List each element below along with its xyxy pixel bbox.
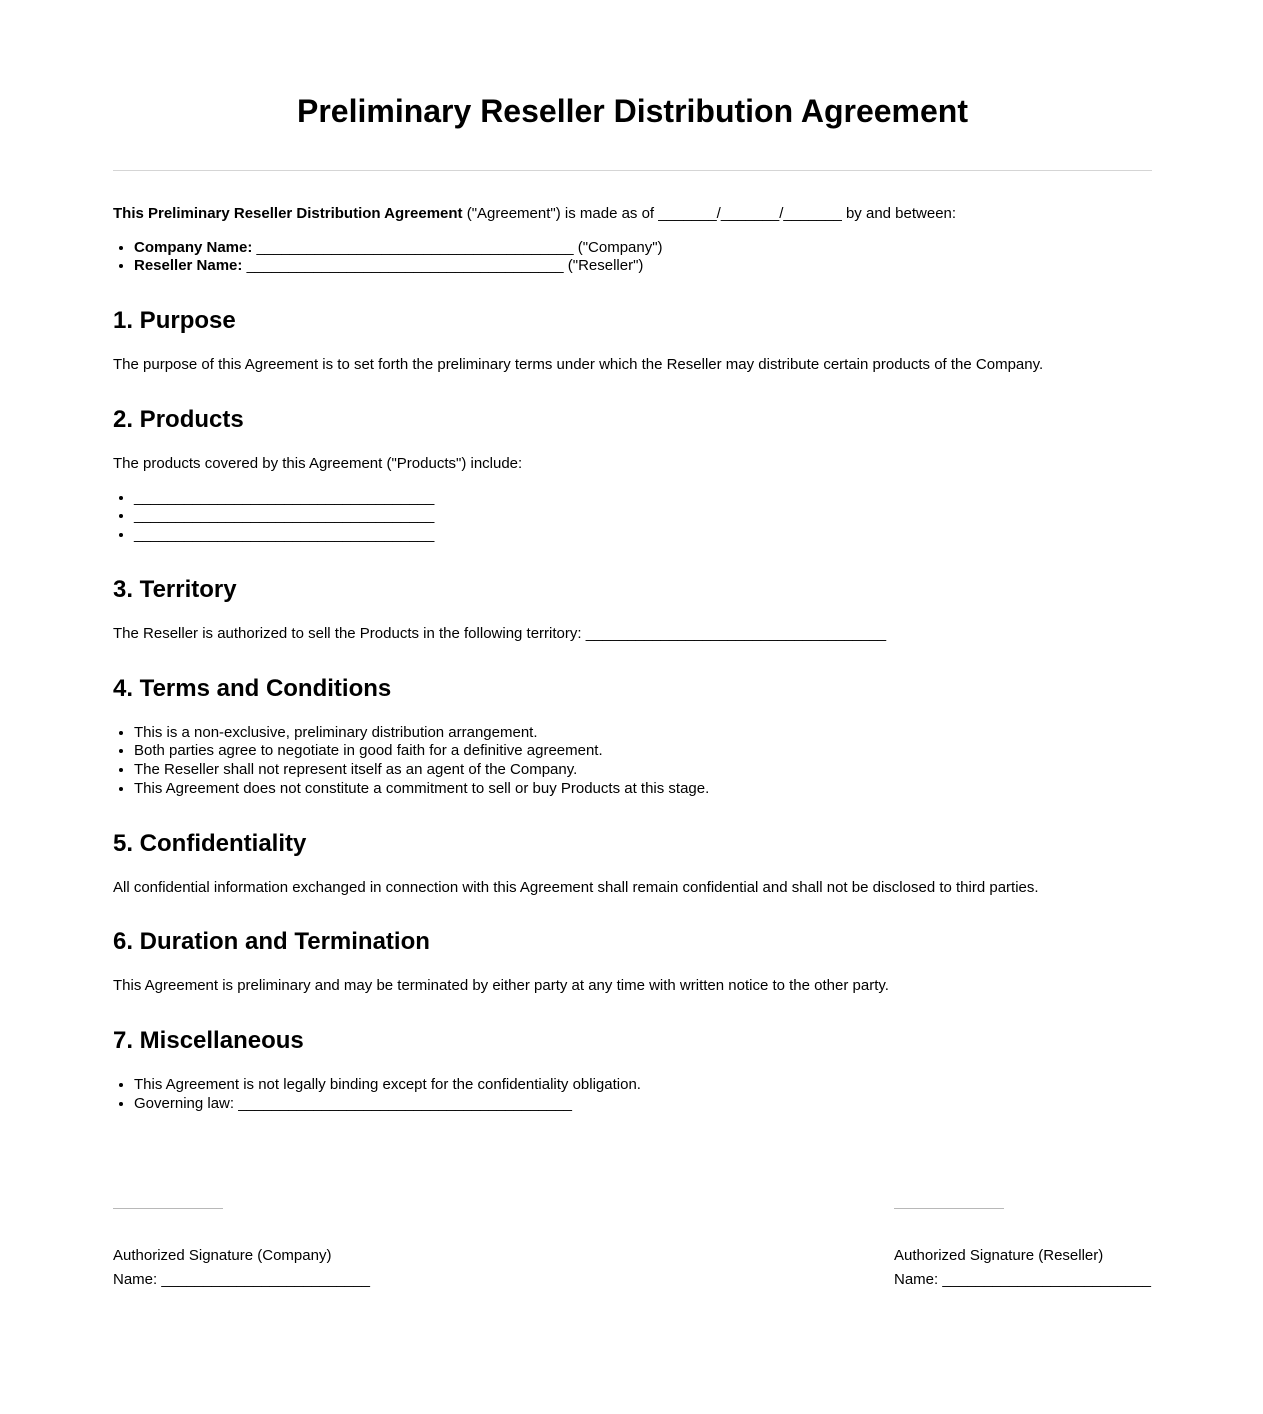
confidentiality-paragraph: All confidential information exchanged in connection with this Agreement shall remain confidential and shall not be disclosed to third parties.	[113, 878, 1039, 896]
territory-text: The Reseller is authorized to sell the Products in the following territory:	[113, 624, 582, 642]
signature-block-reseller	[894, 1208, 1152, 1297]
company-name-label: Name:	[113, 1271, 158, 1289]
party-label: Company Name:	[134, 238, 253, 256]
section-heading-purpose: 1. Purpose	[113, 307, 236, 335]
terms-item: • This Agreement does not constitute a commitment to sell or buy Products at this stage.	[134, 780, 1152, 799]
governing-law-item	[134, 1095, 1152, 1114]
section-heading-terms: 4. Terms and Conditions	[113, 674, 392, 702]
terms-item: • Both parties agree to negotiate in good faith for a definitive agreement.	[134, 742, 1152, 761]
party-item-reseller	[134, 257, 1152, 276]
terms-list	[113, 724, 1152, 799]
company-name-row	[113, 1271, 371, 1290]
party-alias: ("Reseller")	[567, 257, 644, 275]
duration-paragraph: This Agreement is preliminary and may be terminated by either party at any time with written notice to the other party.	[113, 977, 889, 995]
section-heading-products: 2. Products	[113, 405, 244, 433]
party-label: Reseller Name:	[134, 257, 243, 275]
governing-law-blank-line: ________________________________________	[234, 1094, 572, 1112]
product-blank-item	[134, 526, 1152, 545]
product-blank-line: ____________________________________	[134, 488, 435, 506]
governing-law-label: Governing law:	[134, 1094, 235, 1112]
intro-paragraph	[113, 205, 1152, 224]
reseller-signature-line	[894, 1208, 1004, 1209]
party-alias: ("Company")	[577, 238, 663, 256]
company-signature-label: Authorized Signature (Company)	[113, 1246, 332, 1264]
reseller-name-row	[894, 1271, 1152, 1290]
terms-item: • This is a non-exclusive, preliminary distribution arrangement.	[134, 724, 1152, 743]
section-heading-miscellaneous: 7. Miscellaneous	[113, 1027, 304, 1055]
title-divider	[113, 170, 1152, 171]
company-name-blank-line: _________________________	[157, 1271, 370, 1289]
miscellaneous-list	[113, 1076, 1152, 1114]
product-blank-item	[134, 507, 1152, 526]
section-heading-confidentiality: 5. Confidentiality	[113, 829, 307, 857]
party-blank-line: ______________________________________	[242, 257, 568, 275]
intro-lead-bold: This Preliminary Reseller Distribution Agreement	[113, 204, 463, 222]
parties-list	[113, 239, 1152, 277]
section-heading-duration: 6. Duration and Termination	[113, 928, 430, 956]
territory-paragraph	[113, 625, 1152, 644]
territory-blank-line: ____________________________________	[581, 624, 887, 642]
miscellaneous-item: • This Agreement is not legally binding except for the confidentiality obligation.	[134, 1076, 1152, 1095]
product-blank-line: ____________________________________	[134, 507, 435, 525]
signature-block-company	[113, 1208, 371, 1297]
purpose-paragraph: The purpose of this Agreement is to set forth the preliminary terms under which the Reseller may distribute certain products of the Company.	[113, 356, 1044, 374]
product-blank-line: ____________________________________	[134, 526, 435, 544]
company-signature-line	[113, 1208, 223, 1209]
party-blank-line: ______________________________________	[252, 238, 578, 256]
product-blank-item	[134, 489, 1152, 508]
reseller-name-blank-line: _________________________	[938, 1271, 1151, 1289]
party-item-company	[134, 239, 1152, 258]
reseller-signature-label: Authorized Signature (Reseller)	[894, 1246, 1104, 1264]
section-heading-territory: 3. Territory	[113, 575, 237, 603]
reseller-name-label: Name:	[894, 1271, 939, 1289]
signature-section	[113, 1208, 1152, 1297]
terms-item: • The Reseller shall not represent itself as an agent of the Company.	[134, 761, 1152, 780]
intro-rest: ("Agreement") is made as of _______/_______/_______ by and between:	[462, 204, 957, 222]
products-blank-list	[113, 489, 1152, 545]
document-title: Preliminary Reseller Distribution Agreement	[296, 93, 968, 129]
products-paragraph: The products covered by this Agreement ("Products") include:	[113, 454, 523, 472]
